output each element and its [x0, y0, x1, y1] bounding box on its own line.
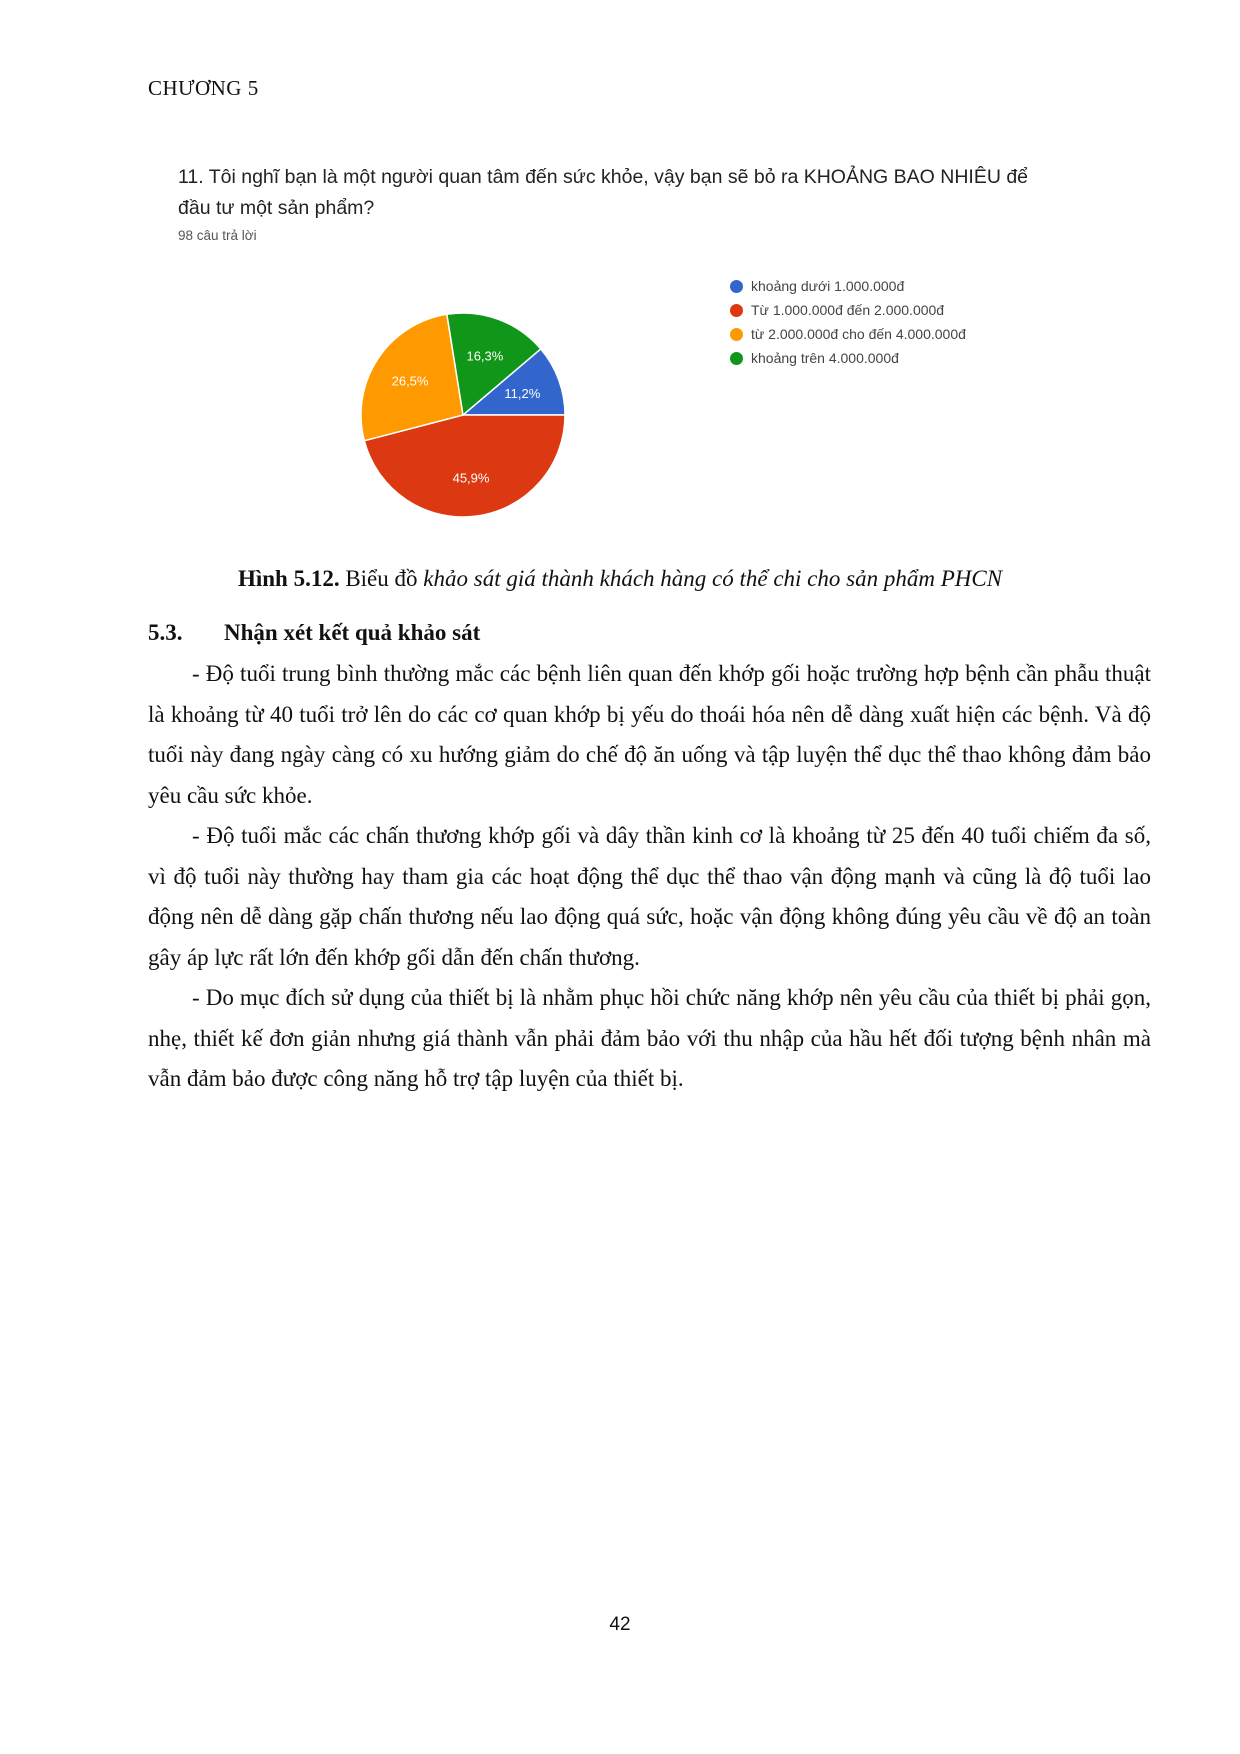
legend-item: [730, 346, 966, 370]
caption-italic: khảo sát giá thành khách hàng có thể chi cho sản phẩm PHCN: [423, 566, 1003, 591]
pie-chart: [328, 280, 598, 550]
chapter-header: CHƯƠNG 5: [148, 76, 259, 100]
paragraph: - Độ tuổi trung bình thường mắc các bệnh liên quan đến khớp gối hoặc trường hợp bệnh cần phẫu thuật là khoảng từ 40 tuổi trở lên do các cơ quan khớp bị yếu do thoái hóa nên dễ dàng xuất hiện các bệnh. Và độ tuổi này đang ngày càng có xu hướng giảm do chế độ ăn uống và tập luyện thể dục thể thao không đảm bảo yêu cầu sức khỏe.: [148, 661, 1151, 808]
legend-label: khoảng trên 4.000.000đ: [751, 350, 899, 366]
paragraph: - Độ tuổi mắc các chấn thương khớp gối và dây thần kinh cơ là khoảng từ 25 đến 40 tuổi chiếm đa số, vì độ tuổi này thường hay tham gia các hoạt động thể dục thể thao vận động mạnh và cũng là độ tuổi lao động nên dễ dàng gặp chấn thương nếu lao động quá sức, hoặc vận động không đúng yêu cầu về độ an toàn gây áp lực rất lớn đến khớp gối dẫn đến chấn thương.: [148, 823, 1151, 970]
section-title: Nhận xét kết quả khảo sát: [224, 620, 481, 645]
legend-label: khoảng dưới 1.000.000đ: [751, 278, 905, 294]
chart-legend: [730, 274, 966, 370]
response-count: 98 câu trả lời: [178, 228, 257, 243]
paragraph: - Do mục đích sử dụng của thiết bị là nhằm phục hồi chức năng khớp nên yêu cầu của thiết bị phải gọn, nhẹ, thiết kế đơn giản nhưng giá thành vẫn phải đảm bảo với thu nhập của hầu hết đối tượng bệnh nhân mà vẫn đảm bảo được công năng hỗ trợ tập luyện của thiết bị.: [148, 985, 1151, 1091]
legend-label: Từ 1.000.000đ đến 2.000.000đ: [751, 302, 945, 318]
legend-swatch: [730, 352, 743, 365]
legend-item: [730, 298, 966, 322]
legend-swatch: [730, 328, 743, 341]
legend-item: [730, 274, 966, 298]
figure-caption: [0, 566, 1240, 592]
body-text: [148, 654, 1151, 1100]
page-number: 42: [609, 1614, 631, 1635]
section-number: 5.3.: [148, 620, 183, 645]
slice-label: 26,5%: [391, 373, 429, 389]
caption-plain: Biểu đồ: [339, 566, 424, 591]
survey-chart: [178, 162, 1078, 522]
section-heading: [148, 620, 480, 646]
legend-label: từ 2.000.000đ cho đến 4.000.000đ: [751, 326, 966, 342]
legend-swatch: [730, 304, 743, 317]
figure-label: Hình 5.12.: [237, 566, 340, 591]
slice-label: 11,2%: [504, 386, 541, 402]
slice-label: 16,3%: [466, 348, 504, 364]
legend-item: [730, 322, 966, 346]
survey-question: 11. Tôi nghĩ bạn là một người quan tâm đến sức khỏe, vậy bạn sẽ bỏ ra KHOẢNG BAO NHIÊU để đầu tư một sản phẩm?: [178, 166, 1029, 219]
slice-label: 45,9%: [452, 470, 490, 486]
legend-swatch: [730, 280, 743, 293]
